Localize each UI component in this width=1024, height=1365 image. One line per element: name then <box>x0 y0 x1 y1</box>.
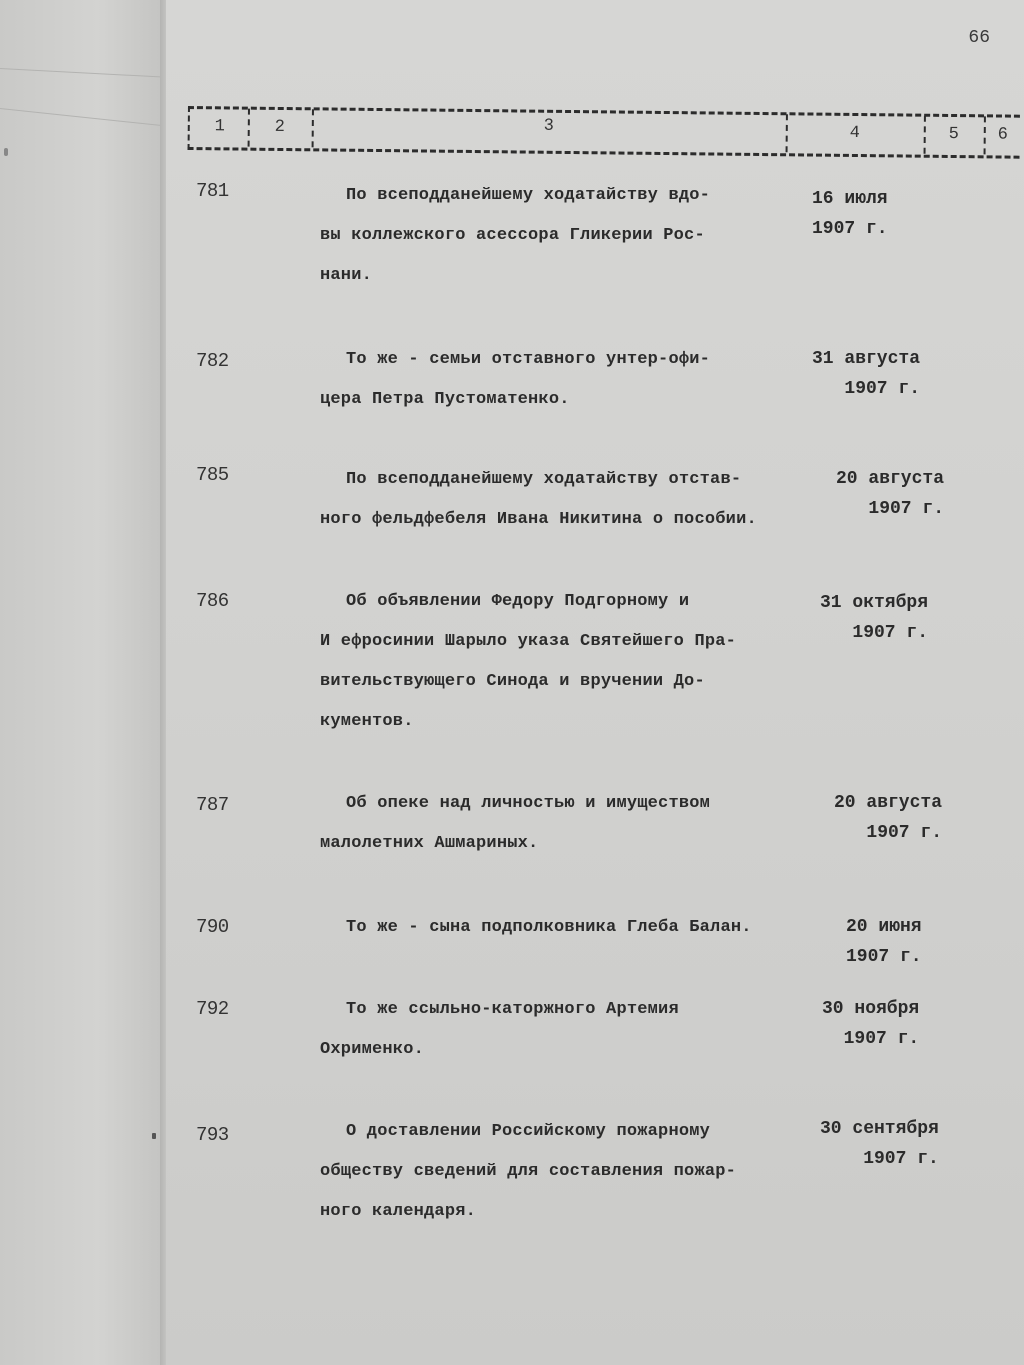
date-day-month: 20 июня <box>846 917 922 937</box>
date-year: 1907 г. <box>866 823 943 843</box>
description-line: ного фельдфебеля Ивана Никитина о пособии. <box>320 510 757 529</box>
bleed-through-line <box>0 68 165 78</box>
entry-date <box>834 788 942 848</box>
entry-date <box>836 464 944 524</box>
entry-number: 781 <box>196 180 229 202</box>
date-day-month: 20 августа <box>834 793 943 813</box>
date-year: 1907 г. <box>844 379 921 399</box>
page-number: 66 <box>968 28 990 48</box>
entry-description <box>320 1112 820 1232</box>
description-line: То же - семьи отставного унтер-офи- <box>346 350 711 369</box>
description-line: То же - сына подполковника Глеба Балан. <box>346 918 752 937</box>
date-year: 1907 г. <box>846 947 922 967</box>
entry-date <box>812 344 920 404</box>
paper-spot <box>4 148 8 156</box>
entry-date <box>812 184 888 244</box>
entry-description <box>320 990 820 1070</box>
entry-description <box>320 784 820 864</box>
date-year: 1907 г. <box>863 1149 939 1169</box>
description-line: Об опеке над личностью и имуществом <box>346 794 711 813</box>
description-line: Охрименко. <box>320 1040 425 1059</box>
date-day-month: 31 августа <box>812 349 921 369</box>
date-day-month: 30 сентября <box>820 1119 939 1139</box>
entry-date <box>820 1114 939 1174</box>
description-line: По всеподданейшему ходатайству вдо- <box>346 186 711 205</box>
date-day-month: 31 октября <box>820 593 929 613</box>
entry-date <box>822 994 919 1054</box>
description-line: вительствующего Синода и вручении До- <box>320 672 705 691</box>
entry-date <box>820 588 928 648</box>
date-year: 1907 г. <box>852 623 929 643</box>
description-line: То же ссыльно-каторжного Артемия <box>346 1000 679 1019</box>
entry-number: 793 <box>196 1124 229 1146</box>
column-header-1: 1 <box>214 117 225 137</box>
date-year: 1907 г. <box>843 1029 920 1049</box>
date-day-month: 30 ноября <box>822 999 920 1019</box>
date-year: 1907 г. <box>812 219 888 239</box>
entry-date <box>846 912 922 972</box>
description-line: О доставлении Российскому пожарному <box>346 1122 711 1141</box>
date-year: 1907 г. <box>868 499 945 519</box>
description-line: вы коллежского асессора Гликерии Рос- <box>320 226 705 245</box>
date-day-month: 20 августа <box>836 469 945 489</box>
column-header-4: 4 <box>849 123 860 144</box>
description-line: Об объявлении Федору Подгорному и <box>346 592 690 611</box>
entry-number: 787 <box>196 794 229 816</box>
entry-description <box>320 582 820 742</box>
date-day-month: 16 июля <box>812 189 888 209</box>
left-page-margin <box>0 0 163 1365</box>
description-line: обществу сведений для составления пожар- <box>320 1162 737 1181</box>
margin-mark <box>152 1133 156 1139</box>
column-header-6: 6 <box>997 125 1008 145</box>
column-header-5: 5 <box>948 124 959 145</box>
entry-description <box>320 460 820 540</box>
description-line: кументов. <box>320 712 414 731</box>
entry-number: 785 <box>196 464 229 486</box>
entry-description <box>320 340 820 420</box>
entry-number: 782 <box>196 350 229 372</box>
entry-number: 790 <box>196 916 229 938</box>
entry-number: 786 <box>196 590 229 612</box>
description-line: малолетних Ашмариных. <box>320 834 539 853</box>
column-header-2: 2 <box>274 117 285 138</box>
description-line: цера Петра Пустоматенко. <box>320 390 570 409</box>
entry-number: 792 <box>196 998 229 1020</box>
column-header-3: 3 <box>543 116 555 136</box>
entry-description <box>320 176 820 296</box>
bleed-through-line <box>0 108 164 126</box>
description-line: По всеподданейшему ходатайству отстав- <box>346 470 742 489</box>
description-line: нани. <box>320 266 373 285</box>
description-line: ного календаря. <box>320 1202 477 1221</box>
column-header-table <box>188 106 1020 159</box>
description-line: И ефросинии Шарыло указа Святейшего Пра- <box>320 632 737 651</box>
entry-description <box>320 908 820 948</box>
